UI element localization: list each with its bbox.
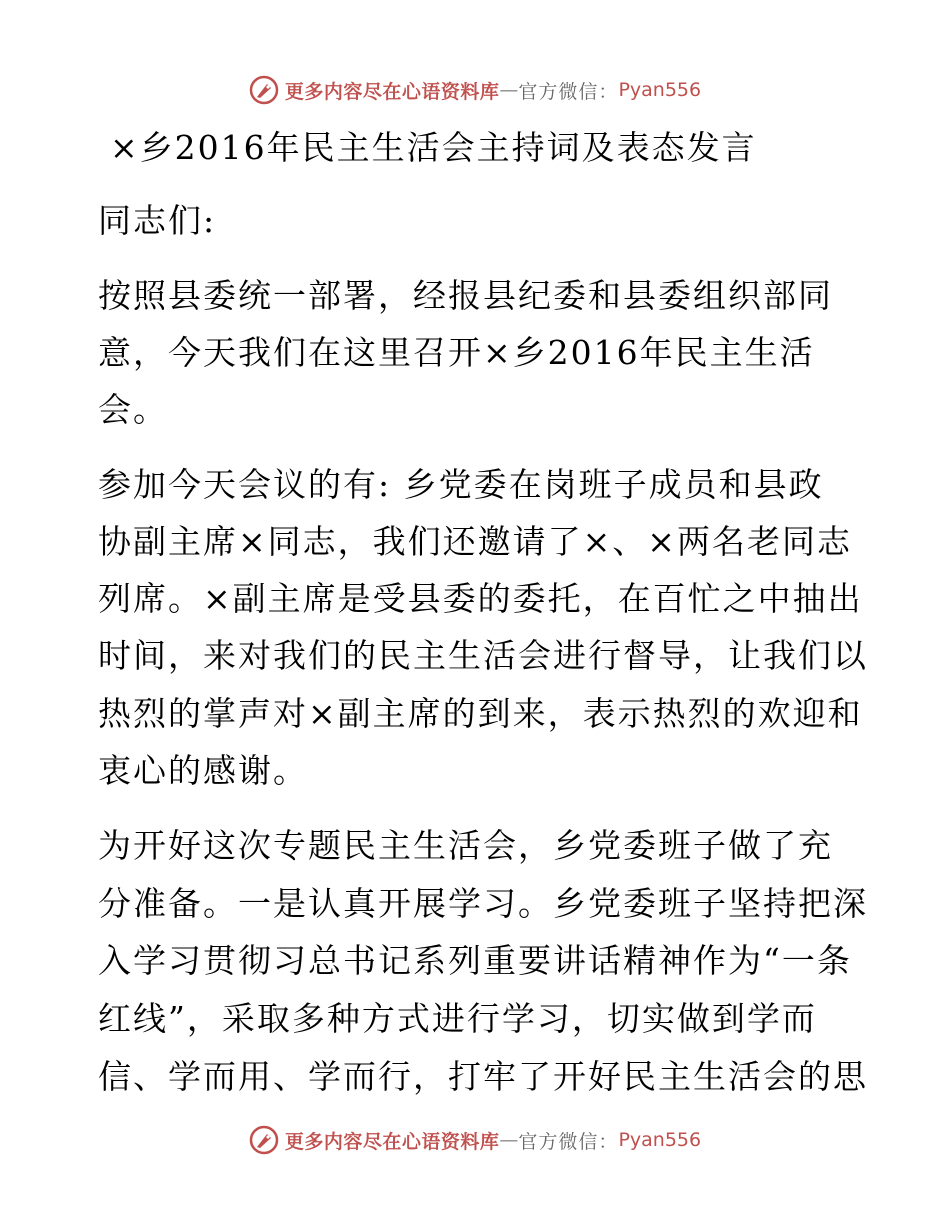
footer-banner (0, 1120, 950, 1160)
pen-nib-logo-icon (249, 1125, 279, 1155)
body-line: 时间，来对我们的民主生活会进行督导，让我们以 (98, 636, 868, 675)
body-line: 同志们: (98, 201, 217, 240)
body-line: 意，今天我们在这里召开×乡2016年民主生活 (98, 333, 815, 372)
body-line: 协副主席×同志，我们还邀请了×、×两名老同志 (98, 522, 852, 561)
pen-nib-logo-icon (249, 75, 279, 105)
body-line: 为开好这次专题民主生活会，乡党委班子做了充 (98, 826, 833, 865)
body-line: 分准备。一是认真开展学习。乡党委班子坚持把深 (98, 884, 868, 923)
body-line: 衷心的感谢。 (98, 751, 308, 790)
banner-separator: — (499, 79, 519, 101)
body-line: 信、学而用、学而行，打牢了开好民主生活会的思 (98, 1057, 868, 1096)
site-name-text: 更多内容尽在心语资料库 (284, 80, 500, 103)
body-line: 列席。×副主席是受县委的委托，在百忙之中抽出 (98, 579, 863, 618)
banner-separator: — (499, 1129, 519, 1151)
document-title: ×乡2016年民主生活会主持词及表态发言 (110, 128, 757, 167)
header-banner (0, 70, 950, 110)
body-line: 会。 (98, 390, 168, 429)
wechat-label: 官方微信： (518, 1130, 619, 1153)
wechat-label: 官方微信： (518, 80, 619, 103)
body-line: 入学习贯彻习总书记系列重要讲话精神作为“一条 (98, 941, 852, 980)
wechat-id: Pyan556 (618, 79, 702, 101)
site-name-text: 更多内容尽在心语资料库 (284, 1130, 500, 1153)
wechat-id: Pyan556 (618, 1129, 702, 1151)
body-line: 红线”，采取多种方式进行学习，切实做到学而 (98, 999, 817, 1038)
body-line: 参加今天会议的有: 乡党委在岗班子成员和县政 (98, 465, 824, 504)
body-line: 热烈的掌声对×副主席的到来，表示热烈的欢迎和 (98, 694, 863, 733)
body-line: 按照县委统一部署，经报县纪委和县委组织部同 (98, 276, 833, 315)
